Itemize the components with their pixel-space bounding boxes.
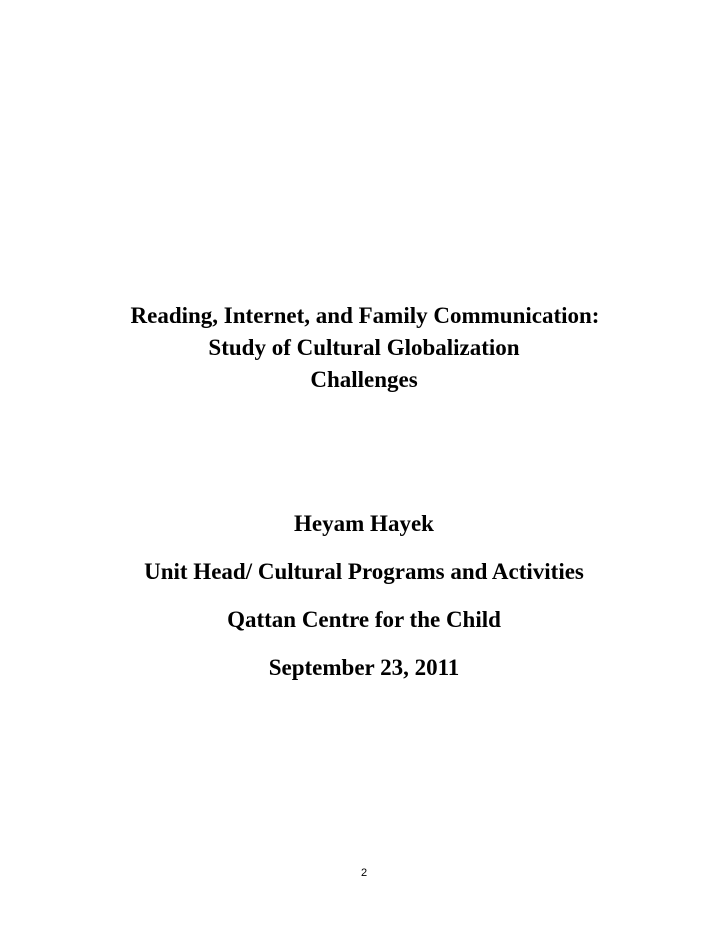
author-position: Unit Head/ Cultural Programs and Activities (144, 559, 584, 584)
author-organization: Qattan Centre for the Child (227, 607, 501, 632)
page-number: 2 (360, 867, 368, 879)
document-date: September 23, 2011 (268, 655, 460, 680)
title-line-1: Reading, Internet, and Family Communication: (130, 303, 600, 328)
title-line-2: Study of Cultural Globalization (208, 335, 520, 360)
document-title (0, 300, 728, 396)
title-line-3: Challenges (310, 367, 418, 392)
author-name: Heyam Hayek (294, 511, 434, 536)
author-block (0, 508, 728, 700)
